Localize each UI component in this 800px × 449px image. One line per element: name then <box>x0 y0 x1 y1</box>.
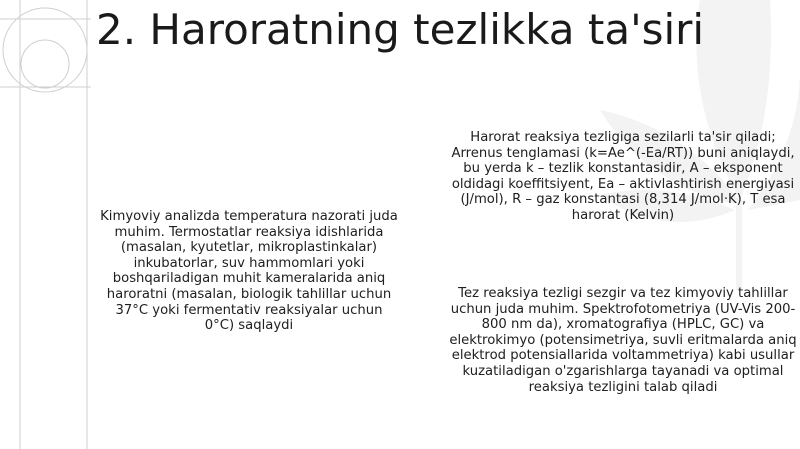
right-top-text-block: Harorat reaksiya tezligiga sezilarli ta'sir qiladi; Arrenus tenglamasi (k=Ae^(-Ea/RT)) buni aniqlaydi, bu yerda k – tezlik konstantasidir, A – eksponent oldidagi koeffitsiyent, Ea – aktivlashtirish energiyasi (J/mol), R – gaz konstantasi (8,314 J/mol·K), T esa harorat (Kelvin) <box>451 130 795 223</box>
left-text-block: Kimyoviy analizda temperatura nazorati juda muhim. Termostatlar reaksiya idishlarida (masalan, kyutetlar, mikroplastinkalar) inkubatorlar, suv hammomlari yoki boshqariladigan muhit kameralarida aniq haroratni (masalan, biologik tahlillar uchun 37°C yoki fermentativ reaksiyalar uchun 0°C) saqlaydi <box>100 209 398 334</box>
concentric-circles-icon <box>3 8 87 92</box>
decor-lines <box>0 0 91 449</box>
right-bottom-text-block: Tez reaksiya tezligi sezgir va tez kimyoviy tahlillar uchun juda muhim. Spektrofotometriya (UV-Vis 200-800 nm da), xromatografiya (HPLC, GC) va elektrokimyo (potensimetriya, suvli eritmalarda aniq elektrod potensiallarida voltammetriya) kabi usullar kuzatiladigan o'zgarishlarga tayanadi va optimal reaksiya tezligini talab qiladi <box>449 286 797 395</box>
slide-title: 2. Haroratning tezlikka ta'siri <box>96 5 705 54</box>
